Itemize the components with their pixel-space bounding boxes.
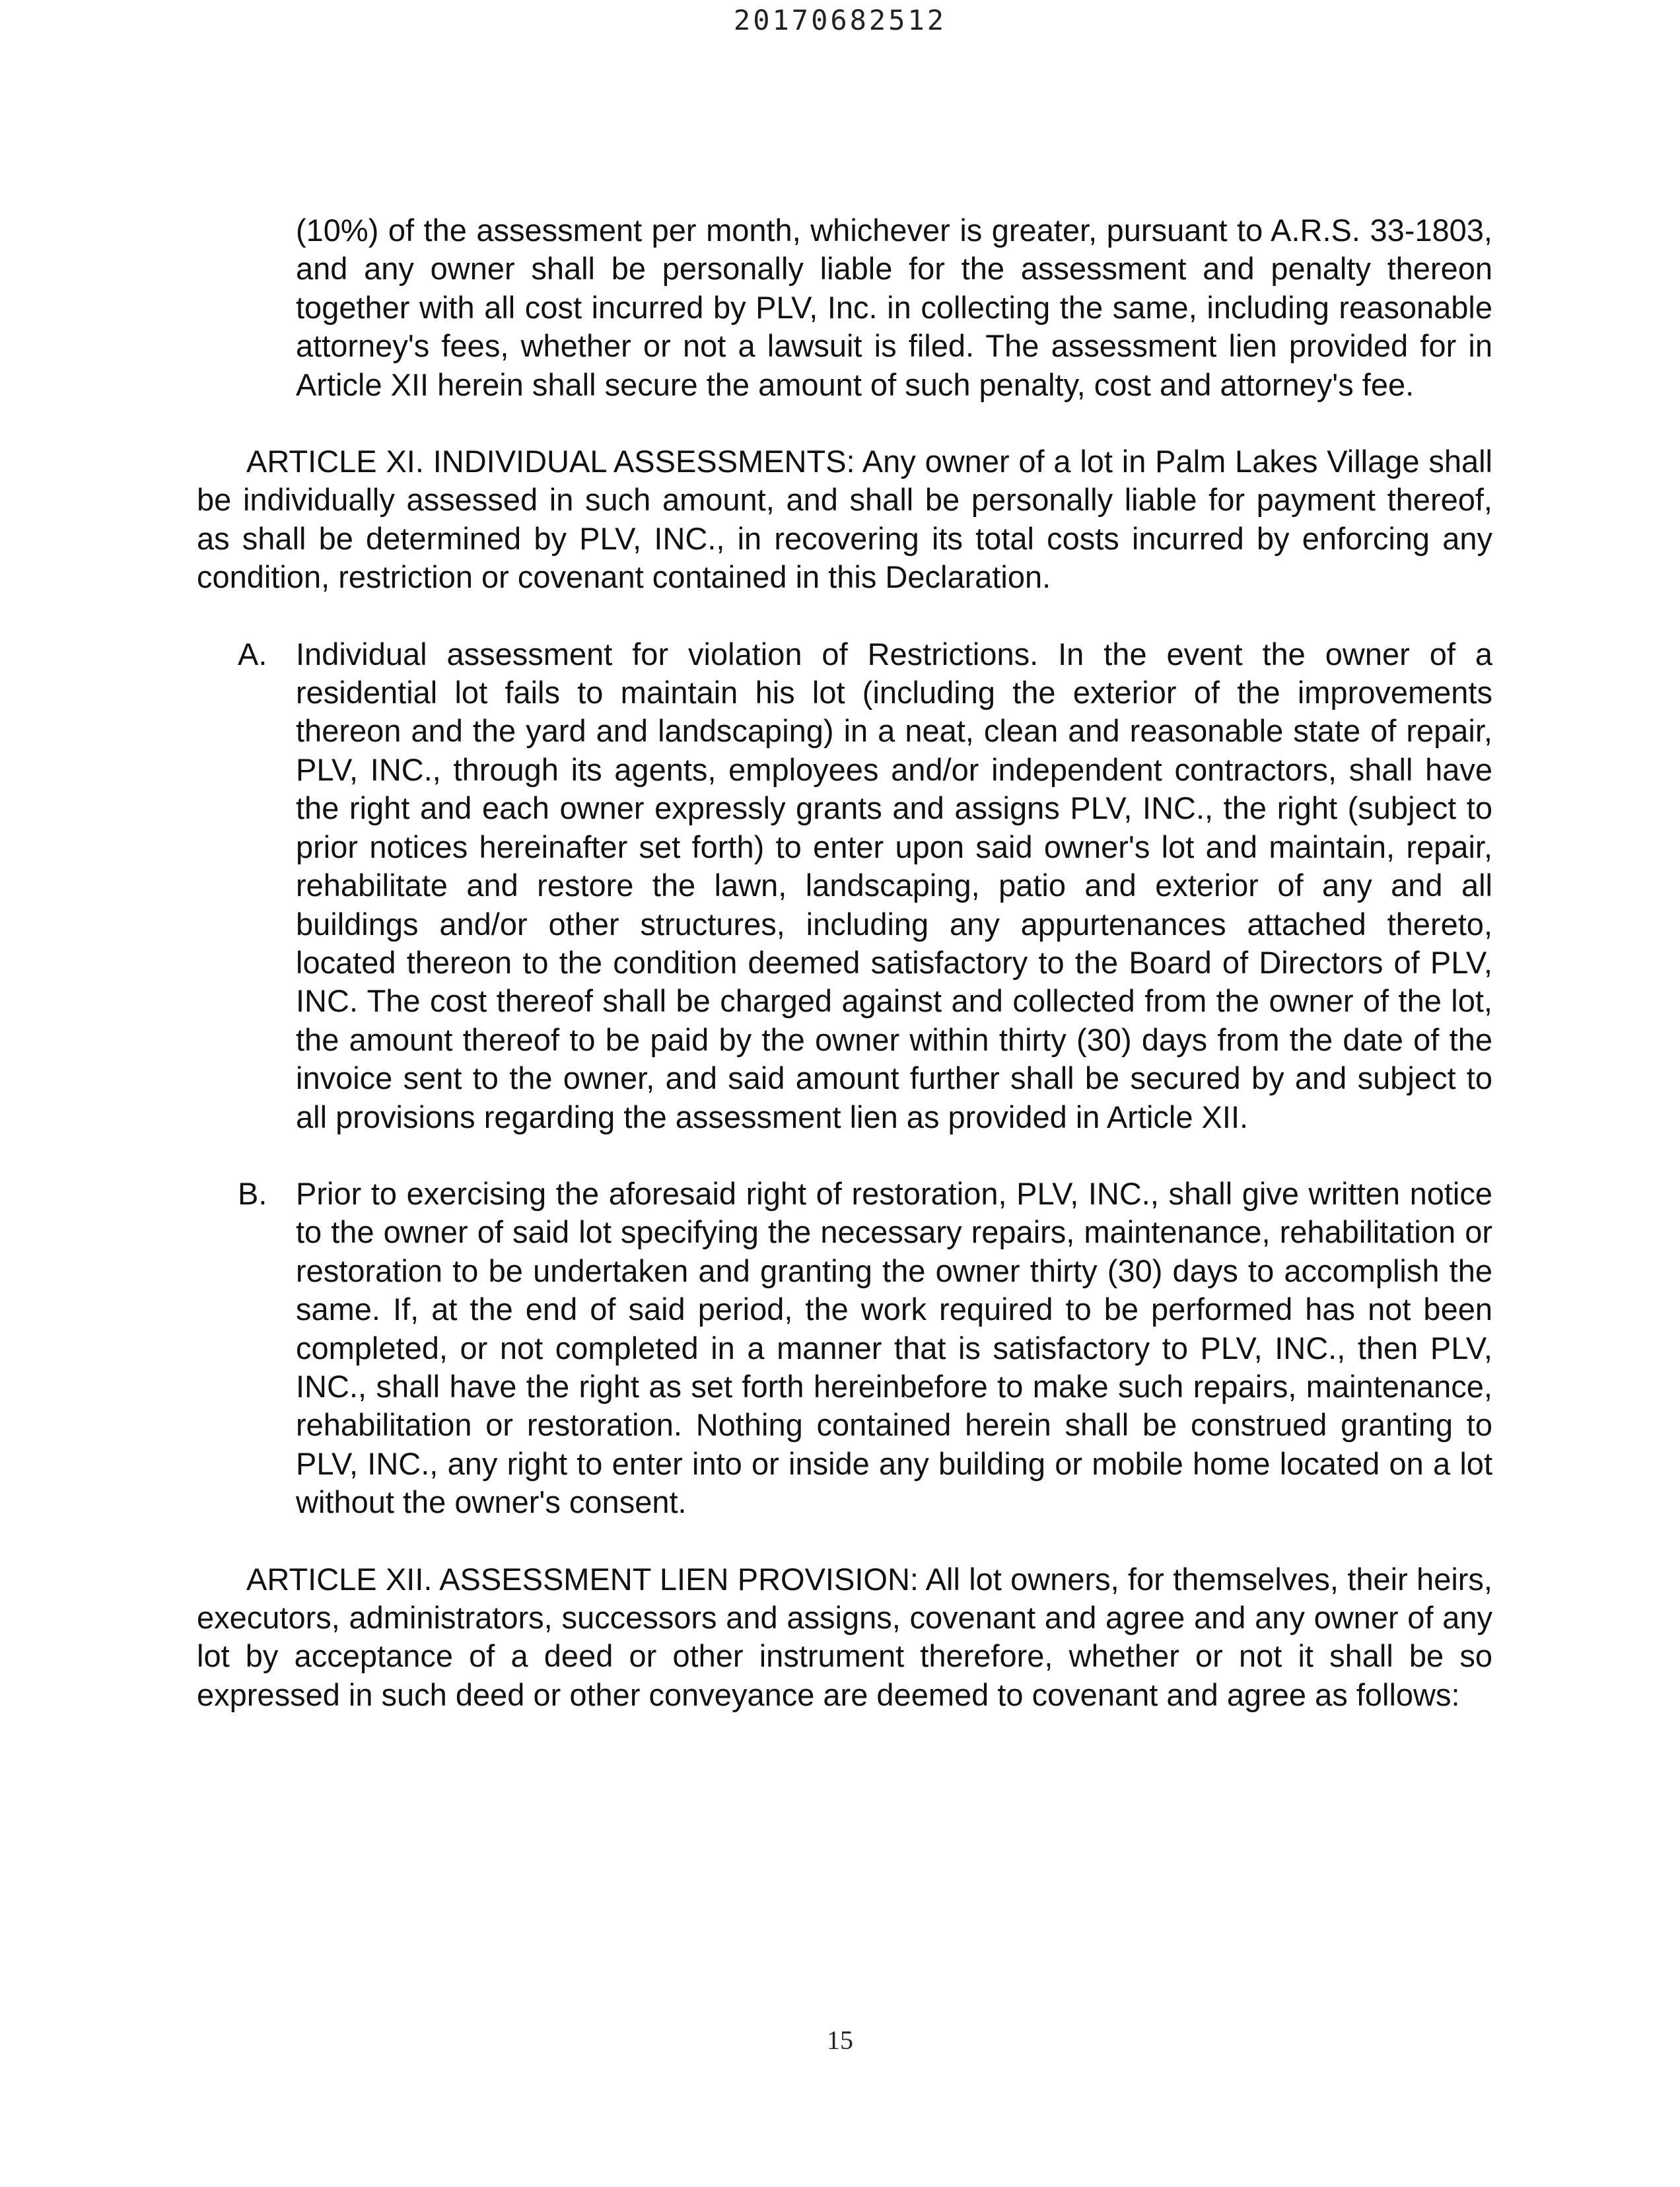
document-body: [197, 211, 1492, 1753]
recording-number: 20170682512: [733, 4, 947, 36]
item-a: [238, 635, 1492, 1136]
item-b-letter: B.: [238, 1175, 267, 1211]
continuation-paragraph: (10%) of the assessment per month, whichever is greater, pursuant to A.R.S. 33-1803, and any owner shall be personally liable for the assessment and penalty thereon together with all cost incurred by PLV, Inc. in collecting the same, including reasonable attorney's fees, whether or not a lawsuit is filed. The assessment lien provided for in Article XII herein shall secure the amount of such penalty, cost and attorney's fee.: [296, 213, 1492, 402]
page-number: 15: [827, 2025, 853, 2055]
article-xii-paragraph: ARTICLE XII. ASSESSMENT LIEN PROVISION: All lot owners, for themselves, their heirs, executors, administrators, successors and assigns, covenant and agree and any owner of any lot by acceptance of a deed or other instrument therefore, whether or not it shall be so expressed in such deed or other conveyance are deemed to covenant and agree as follows:: [197, 1561, 1492, 1712]
item-b: [238, 1175, 1492, 1522]
item-a-letter: A.: [238, 636, 267, 672]
item-a-text: Individual assessment for violation of Restrictions. In the event the owner of a residential lot fails to maintain his lot (including the exterior of the improvements thereon and the yard and landscaping) in a neat, clean and reasonable state of repair, PLV, INC., through its agents, employees and/or independent contractors, shall have the right and each owner expressly grants and assigns PLV, INC., the right (subject to prior notices hereinafter set forth) to enter upon said owner's lot and maintain, repair, rehabilitate and restore the lawn, landscaping, patio and exterior of any and all buildings and/or other structures, including any appurtenances attached thereto, located thereon to the condition deemed satisfactory to the Board of Directors of PLV, INC. The cost thereof shall be charged against and collected from the owner of the lot, the amount thereof to be paid by the owner within thirty (30) days from the date of the invoice sent to the owner, and said amount further shall be secured by and subject to all provisions regarding the assessment lien as provided in Article XII.: [296, 636, 1492, 1134]
item-b-text: Prior to exercising the aforesaid right of restoration, PLV, INC., shall give written notice to the owner of said lot specifying the necessary repairs, maintenance, rehabilitation or restoration to be undertaken and granting the owner thirty (30) days to accomplish the same. If, at the end of said period, the work required to be performed has not been completed, or not completed in a manner that is satisfactory to PLV, INC., then PLV, INC., shall have the right as set forth hereinbefore to make such repairs, maintenance, rehabilitation or restoration. Nothing contained herein shall be construed granting to PLV, INC., any right to enter into or inside any building or mobile home located on a lot without the owner's consent.: [296, 1175, 1492, 1520]
article-xi-paragraph: ARTICLE XI. INDIVIDUAL ASSESSMENTS: Any owner of a lot in Palm Lakes Village shall be individually assessed in such amount, and shall be personally liable for payment thereof, as shall be determined by PLV, INC., in recovering its total costs incurred by enforcing any condition, restriction or covenant contained in this Declaration.: [197, 444, 1492, 595]
